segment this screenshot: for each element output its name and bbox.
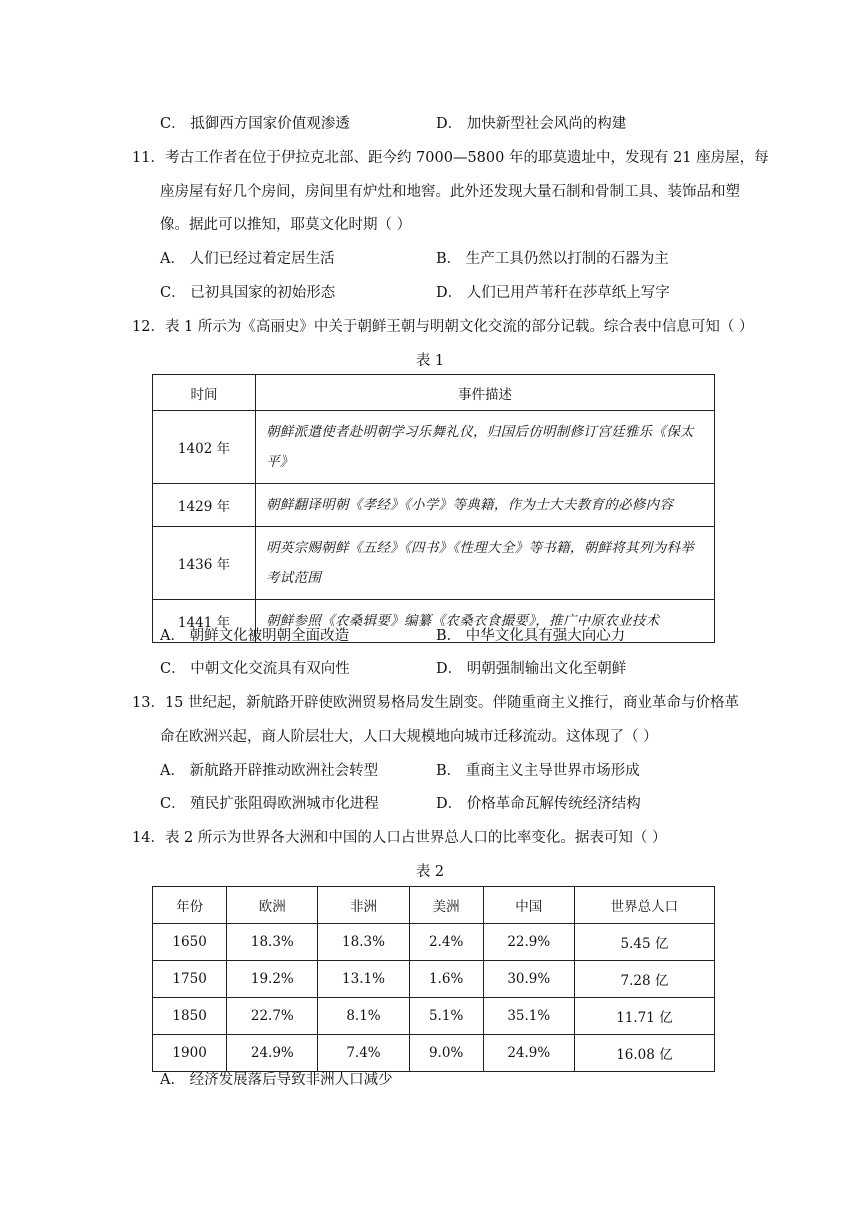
table-cell: 1900 bbox=[153, 1035, 227, 1072]
table-1-header-desc: 事件描述 bbox=[256, 375, 715, 411]
table-cell: 19.2% bbox=[227, 961, 318, 998]
table-cell-desc: 朝鲜派遣使者赴明朝学习乐舞礼仪，归国后仿明制修订宫廷雅乐《保太平》 bbox=[256, 411, 715, 484]
table-cell: 13.1% bbox=[318, 961, 409, 998]
q12-stem: 12．表 1 所示为《高丽史》中关于朝鲜王朝与明朝文化交流的部分记载。综合表中信息可知（ ） bbox=[132, 319, 754, 335]
table-2 bbox=[152, 886, 715, 1072]
table-row bbox=[153, 998, 715, 1035]
table-2-header-americas: 美洲 bbox=[409, 887, 483, 924]
table-2-caption: 表 2 bbox=[415, 864, 445, 880]
q13-option-d: D． 价格革命瓦解传统经济结构 bbox=[436, 796, 641, 812]
q11-stem-line-1: 11．考古工作者在位于伊拉克北部、距今约 7000—5800 年的耶莫遗址中，发现有 21 座房屋，每 bbox=[132, 150, 769, 166]
table-cell: 1.6% bbox=[409, 961, 483, 998]
table-2-header-world-total: 世界总人口 bbox=[574, 887, 714, 924]
q11-option-a: A． 人们已经过着定居生活 bbox=[160, 251, 335, 267]
q11-option-c: C． 已初具国家的初始形态 bbox=[160, 285, 336, 301]
q12-option-a: A． 朝鲜文化被明朝全面改造 bbox=[160, 628, 350, 644]
table-cell-time: 1429 年 bbox=[153, 484, 256, 527]
table-cell: 5.1% bbox=[409, 998, 483, 1035]
table-cell-time: 1402 年 bbox=[153, 411, 256, 484]
table-cell: 24.9% bbox=[483, 1035, 574, 1072]
table-cell-time: 1441 年 bbox=[153, 600, 256, 643]
table-cell: 8.1% bbox=[318, 998, 409, 1035]
q12-option-d: D． 明朝强制输出文化至朝鲜 bbox=[436, 661, 627, 677]
table-row bbox=[153, 924, 715, 961]
table-cell: 9.0% bbox=[409, 1035, 483, 1072]
table-cell: 5.45 亿 bbox=[574, 924, 714, 961]
table-cell: 18.3% bbox=[227, 924, 318, 961]
table-cell: 7.28 亿 bbox=[574, 961, 714, 998]
table-cell: 16.08 亿 bbox=[574, 1035, 714, 1072]
table-row bbox=[153, 1035, 715, 1072]
table-row bbox=[153, 961, 715, 998]
table-cell-desc: 明英宗赐朝鲜《五经》《四书》《性理大全》等书籍，朝鲜将其列为科举考试范围 bbox=[256, 527, 715, 600]
table-2-header-china: 中国 bbox=[483, 887, 574, 924]
table-2-header-row bbox=[153, 887, 715, 924]
table-cell-desc: 朝鲜翻译明朝《孝经》《小学》等典籍，作为士大夫教育的必修内容 bbox=[256, 484, 715, 527]
q13-stem-line-1: 13．15 世纪起，新航路开辟使欧洲贸易格局发生剧变。伴随重商主义推行，商业革命与价格革 bbox=[132, 695, 740, 711]
table-cell: 22.7% bbox=[227, 998, 318, 1035]
table-cell: 1850 bbox=[153, 998, 227, 1035]
table-cell: 30.9% bbox=[483, 961, 574, 998]
q12-option-b: B． 中华文化具有强大向心力 bbox=[436, 628, 626, 644]
table-cell: 35.1% bbox=[483, 998, 574, 1035]
q10-option-d: D． 加快新型社会风尚的构建 bbox=[436, 116, 627, 132]
table-1-caption: 表 1 bbox=[415, 353, 445, 369]
q14-stem: 14．表 2 所示为世界各大洲和中国的人口占世界总人口的比率变化。据表可知（ ） bbox=[132, 830, 667, 846]
q12-option-c: C． 中朝文化交流具有双向性 bbox=[160, 661, 350, 677]
table-cell-desc: 朝鲜参照《农桑辑要》编纂《农桑衣食撮要》，推广中原农业技术 bbox=[256, 600, 715, 643]
table-cell: 18.3% bbox=[318, 924, 409, 961]
table-cell: 11.71 亿 bbox=[574, 998, 714, 1035]
table-1-header-time: 时间 bbox=[153, 375, 256, 411]
q13-option-b: B． 重商主义主导世界市场形成 bbox=[436, 763, 640, 779]
table-cell-time: 1436 年 bbox=[153, 527, 256, 600]
table-cell: 24.9% bbox=[227, 1035, 318, 1072]
q10-option-c: C． 抵御西方国家价值观渗透 bbox=[160, 116, 350, 132]
q11-option-b: B． 生产工具仍然以打制的石器为主 bbox=[436, 251, 669, 267]
table-2-header-europe: 欧洲 bbox=[227, 887, 318, 924]
table-row bbox=[153, 527, 715, 600]
table-cell: 1750 bbox=[153, 961, 227, 998]
q13-option-a: A． 新航路开辟推动欧洲社会转型 bbox=[160, 763, 379, 779]
table-row bbox=[153, 484, 715, 527]
table-cell: 2.4% bbox=[409, 924, 483, 961]
table-2-header-year: 年份 bbox=[153, 887, 227, 924]
table-1 bbox=[152, 374, 715, 643]
table-cell: 7.4% bbox=[318, 1035, 409, 1072]
q11-option-d: D． 人们已用芦苇秆在莎草纸上写字 bbox=[436, 285, 670, 301]
table-cell: 22.9% bbox=[483, 924, 574, 961]
q14-option-a: A． 经济发展落后导致非洲人口减少 bbox=[160, 1072, 393, 1088]
table-row bbox=[153, 411, 715, 484]
q11-stem-line-3: 像。据此可以推知，耶莫文化时期（ ） bbox=[160, 217, 412, 233]
table-2-header-africa: 非洲 bbox=[318, 887, 409, 924]
q11-stem-line-2: 座房屋有好几个房间，房间里有炉灶和地窖。此外还发现大量石制和骨制工具、装饰品和塑 bbox=[160, 184, 740, 200]
table-1-header-row bbox=[153, 375, 715, 411]
q13-option-c: C． 殖民扩张阻碍欧洲城市化进程 bbox=[160, 796, 379, 812]
table-cell: 1650 bbox=[153, 924, 227, 961]
q13-stem-line-2: 命在欧洲兴起，商人阶层壮大，人口大规模地向城市迁移流动。这体现了（ ） bbox=[160, 729, 658, 745]
